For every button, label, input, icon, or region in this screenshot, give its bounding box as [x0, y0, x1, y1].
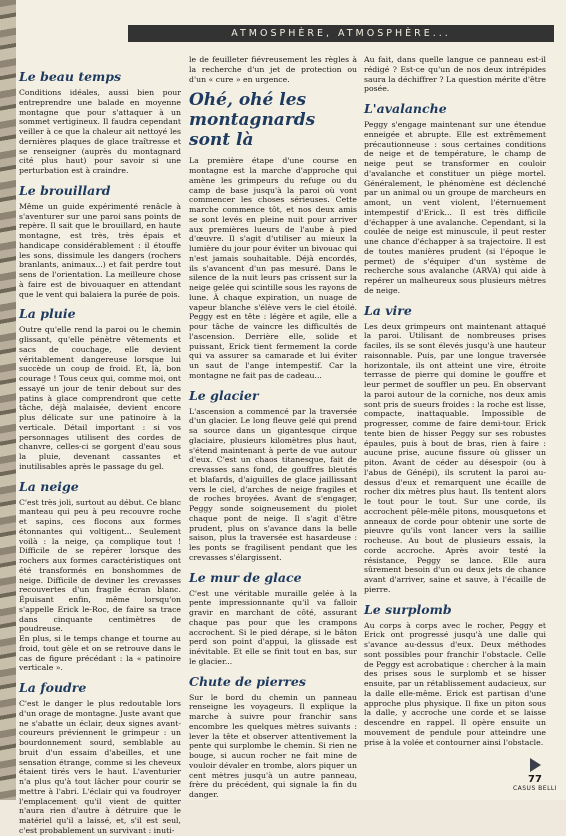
heading-avalanche: L'avalanche	[364, 101, 447, 116]
text-col2-continuation: le de feuilleter fiévreusement les règles à la recherche d'un jet de protection ou d'un « cure » en urgence.	[189, 55, 357, 84]
text-beau-temps: Conditions idéales, aussi bien pour entreprendre une balade en moyenne montagne que pour s'attaquer à un sommet vertigineux. Il faudra cependant veiller à ce que la chaleur ait nettoyé les dernières plaques de glace traîtresse et se renseigner (auprès du montagnard cité plus haut) pour savoir si une perturbation est à craindre.	[19, 88, 181, 175]
text-surplomb: Au corps à corps avec le rocher, Peggy et Erick ont progressé jusqu'à une dalle qui s'avance au-dessus d'eux. Deux méthodes sont possibles pour franchir l'obstacle. Celle de Peggy est acrobatique : chercher à la main des prises sous le surplomb et se hisser ensuite, par un rétablissement audacieux, sur la dalle elle-même. Erick est partisan d'une approche plus physique. Il fixe un piton sous la dalle, y accroche une corde et se laisse descendre en rappel. Il opère ensuite un mouvement de pendule pour atteindre une prise à la volée et contourner ainsi l'obstacle.	[364, 620, 546, 747]
text-montagnards: La première étape d'une course en montagne est la marche d'approche qui amène les grimpeurs du refuge ou du camp de base jusqu'à la paroi où vont commencer les choses sérieuses. Cette marche commence tôt, et nos deux amis se sont levés en pleine nuit pour arriver aux premières lueurs de l'aube à pied d'œuvre. Il s'agit d'utiliser au mieux la lumière du jour pour éviter un bivouac qui n'est jamais souhaitable. Déjà encordés, ils s'avancent d'un pas mesuré. Dans le silence de la nuit leurs pas crissent sur la neige gelée qui scintille sous les rayons de lune. À chaque expiration, un nuage de vapeur blanche s'élève vers le ciel étoilé. Peggy est en tête : légère et agile, elle a pour tâche de vaincre les difficultés de l'ascension. Derrière elle, solide et puissant, Erick tient fermement la corde qui va assurer sa camarade et lui éviter un saut de l'ange intempestif. Car la montagne ne fait pas de cadeau...	[189, 156, 357, 380]
text-neige-1: C'est très joli, surtout au début. Ce blanc manteau qui peu à peu recouvre roche et sapins, ces flocons aux formes étonnantes qui voltigent... Seulement voilà : la neige, ça complique tout ! Difficile de se repérer lorsque des rochers aux formes caractéristiques ont été transformés en bonshommes de neige. Difficile de deviner les crevasses recouvertes d'un fragile écran blanc. Épuisant enfin, même lorsqu'on s'appelle Erick le-Roc, de faire sa trace dans cinquante centimètres de poudreuse.	[19, 497, 182, 634]
heading-surplomb: Le surplomb	[364, 601, 452, 617]
heading-mur-glace: Le mur de glace	[189, 569, 302, 585]
text-glacier: L'ascension a commencé par la traversée d'un glacier. Le long fleuve gelé qui prend sa source dans un gigantesque cirque glaciaire, plusieurs kilomètres plus haut, s'étend maintenant à perte de vue autour d'eux. C'est un chaos titanesque, fait de crevasses sans fond, de gouffres bleutés et blafards, d'aiguilles de glace jaillissant vers le ciel, d'arches de neige fragiles et de roches broyées. Avant de s'engager, Peggy sonde soigneusement du piolet chaque pont de neige. Il s'agit d'être prudent, plus on s'avance dans la belle saison, plus la traversée est hasardeuse : les ponts se fragilisent pendant que les crevasses s'élargissent.	[189, 406, 357, 562]
page-arrow-icon	[530, 758, 541, 772]
heading-montagnards: Ohé, ohé les montagnards sont là	[189, 90, 316, 151]
section-header-title: ATMOSPHÈRE, ATMOSPHÈRE...	[231, 28, 451, 39]
column-1	[19, 62, 181, 836]
magazine-name: CASUS BELLI	[512, 785, 558, 792]
text-brouillard: Même un guide expérimenté renâcle à s'aventurer sur une paroi sans points de repère. Il sait que le brouillard, en haute montagne, est très, très épais et handicape considérablement : il étouffe les sons, dissimule les dangers (rochers branlants, animaux...) et fait perdre tout sens de l'orientation. La meilleure chose à faire est de bivouaquer en attendant que le vent qui balaiera la purée de pois.	[19, 201, 181, 299]
heading-beau-temps: Le beau temps	[19, 69, 122, 84]
heading-brouillard: Le brouillard	[19, 182, 111, 198]
text-chute-pierres: Sur le bord du chemin un panneau renseigne les voyageurs. Il explique la marche à suivre pour franchir sans encombre les quelques mètres suivants : lever la tête et observer attentivement la pente qui surplombe le chemin. Si rien ne bouge, si aucun rocher ne fait mine de vouloir dévaler en trombe, alors piquer un cent mètres jusqu'à un autre panneau, frère du précédent, qui signale la fin du danger.	[189, 692, 357, 799]
heading-vire: La vire	[364, 302, 412, 318]
text-pluie: Outre qu'elle rend la paroi ou le chemin glissant, qu'elle pénètre vêtements et sacs de couchage, elle devient véritablement dangereuse lorsque lui succède un coup de froid. Et, là, bon courage ! Tous ceux qui, comme moi, ont essayé un jour de tenir debout sur des patins à glace comprendront que cette tâche, déjà malaisée, devient encore plus délicate sur une patinoire à la verticale. Détail important : si vos personnages utilisent des cordes de chanvre, celles-ci se gorgent d'eau sous la pluie, devenant cassantes et inutilisables après le passage du gel.	[19, 325, 181, 471]
section-header-bar	[128, 25, 554, 42]
text-mur-glace: C'est une véritable muraille gelée à la pente impressionnante qu'il va falloir gravir en marchant de côté, assurant chaque pas pour que les crampons accrochent. Si le pied dérape, si le bâton perd son point d'appui, la glissade est inévitable. Et elle se finit tout en bas, sur le glacier...	[189, 588, 357, 666]
heading-glacier: Le glacier	[189, 387, 259, 403]
text-avalanche: Peggy s'engage maintenant sur une étendue enneigée et abrupte. Elle est extrêmement précautionneuse : sous certaines conditions de neige et de température, le champ de neige peut se transformer en couloir d'avalanche et constituer un piège mortel. Généralement, le phénomène est déclenché par un animal ou un groupe de marcheurs en amont, un vent violent, l'éternuement intempestif d'Erick... Il est très difficile d'échapper à une avalanche. Cependant, si la coulée de neige est minuscule, il peut rester une chance d'échapper à sa trajectoire. Il est de toutes manières prudent (si l'époque le permet) de s'équiper d'un système de recherche sous avalanche (ARVA) qui aide à repérer un malheureux sous plusieurs mètres de neige.	[364, 120, 546, 295]
text-col3-continuation: Au fait, dans quelle langue ce panneau est-il rédigé ? Est-ce qu'un de nos deux intrépides saura la déchiffrer ? La question mérite d'être posée.	[364, 55, 546, 94]
column-2	[189, 55, 357, 800]
page-footer	[512, 758, 558, 792]
heading-pluie: La pluie	[19, 306, 76, 322]
heading-foudre: La foudre	[19, 680, 87, 695]
rock-photo-strip	[0, 0, 16, 800]
text-foudre: C'est le danger le plus redoutable lors d'un orage de montagne. Juste avant que ne s'abatte un éclair, deux signes avant-coureurs préviennent le grimpeur : un bourdonnement sourd, semblable au bruit d'un essaim d'abeilles, et une sensation étrange, comme si les cheveux étaient tirés vers le haut. L'aventurier n'a plus qu'à tout lâcher pour courir se mettre à l'abri. L'éclair qui va foudroyer l'emplacement qu'il vient de quitter n'aura rien d'autre à détruire que le matériel qu'il a laissé, et, s'il est seul, c'est probablement un survivant : inuti-	[19, 699, 181, 835]
heading-chute-pierres: Chute de pierres	[189, 673, 306, 689]
heading-neige: La neige	[19, 478, 79, 494]
text-neige-2: En plus, si le temps change et tourne au froid, tout gèle et on se retrouve dans le cas de figure précédant : la « patinoire verticale ».	[19, 634, 181, 673]
column-3	[364, 55, 546, 747]
text-vire: Les deux grimpeurs ont maintenant attaqué la paroi. Utilisant de nombreuses prises faciles, ils se sont élevés jusqu'à une hauteur raisonnable. Puis, par une longue traversée horizontale, ils ont atteint une vire, étroite terrasse de pierre qui domine le gouffre et leur permet de souffler un peu. En observant la paroi autour de la corniche, nos deux amis sont pris de sueurs froides : la roche est lisse, compacte, inattaquable. Impossible de progresser, comme de faire demi-tour. Erick tente bien de hisser Peggy sur ses robustes épaules, puis à bout de bras, rien à faire : aucune prise, aucune fissure où glisser un piton. Avant de céder au désespoir (ou à l'abus de Génépi), ils scrutent la paroi au-dessus d'eux et remarquent une écaille de rocher dix mètres plus haut. Ils tentent alors le tout pour le tout. Sur une corde, ils accrochent pêle-mêle pitons, mousquetons et anneaux de corde pour obtenir une sorte de pieuvre qu'ils vont lancer vers la saillie rocheuse. Au bout de plusieurs essais, la corde accroche. Après avoir testé la résistance, Peggy se lance. Elle aura sûrement besoin d'un ou deux jets de chance avant d'arriver, saine et sauve, à l'écaille de pierre.	[364, 321, 546, 594]
page-number: 77	[528, 774, 542, 785]
